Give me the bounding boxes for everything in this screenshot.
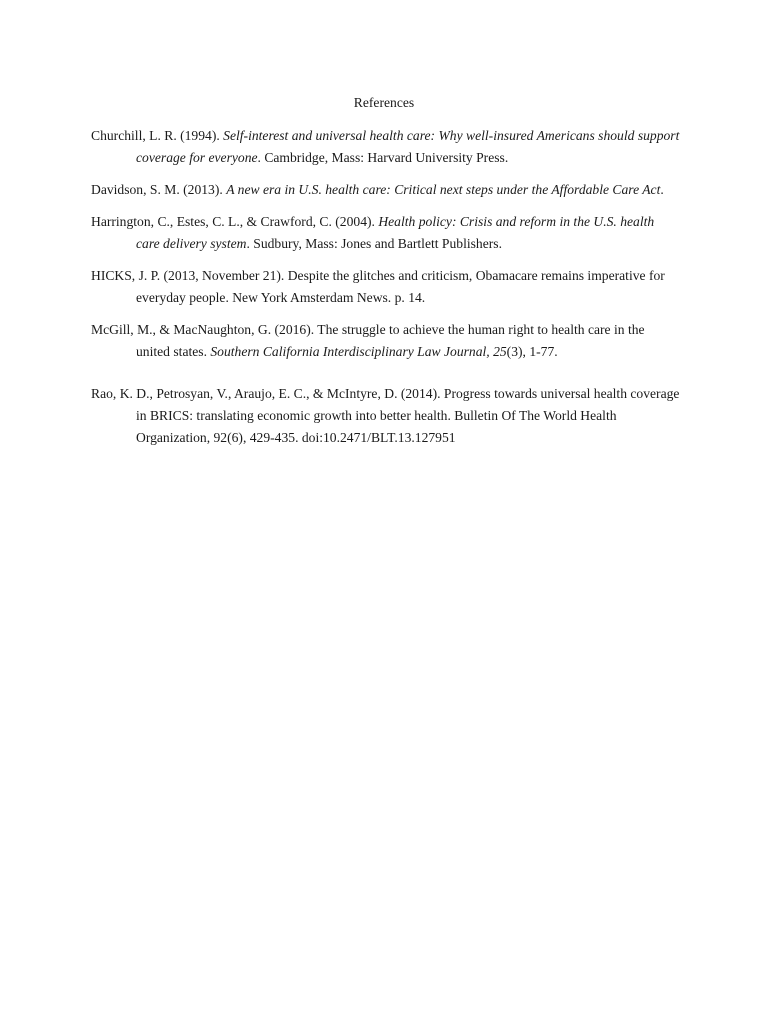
reference-text-tail: . Cambridge, Mass: Harvard University Press. — [257, 150, 509, 165]
reference-entry — [91, 265, 681, 309]
reference-text: HICKS, J. P. (2013, November 21). Despite the glitches and criticism, Obamacare remains imperative for everyday people. New York Amsterdam News. p. 14. — [91, 268, 665, 305]
reference-list — [91, 125, 681, 459]
reference-italic-title: Southern California Interdisciplinary Law Journal, 25 — [210, 344, 507, 359]
reference-text: Churchill, L. R. (1994). — [91, 128, 224, 143]
reference-text-tail: . — [660, 182, 664, 197]
reference-text: Harrington, C., Estes, C. L., & Crawford, C. (2004). — [91, 214, 379, 229]
reference-entry — [91, 383, 681, 449]
reference-entry — [91, 125, 681, 169]
reference-entry — [91, 319, 681, 363]
reference-italic-title: Self-interest and universal health care: Why well-insured Americans should support coverage for everyone — [136, 128, 680, 165]
reference-italic-title: A new era in U.S. health care: Critical next steps under the Affordable Care Act — [226, 182, 661, 197]
page-title: References — [353, 95, 415, 110]
reference-entry — [91, 211, 681, 255]
reference-italic-title: Health policy: Crisis and reform in the U.S. health care delivery system — [136, 214, 655, 251]
reference-text: McGill, M., & MacNaughton, G. (2016). The struggle to achieve the human right to health care in the united states. — [91, 322, 645, 359]
reference-text: Rao, K. D., Petrosyan, V., Araujo, E. C., & McIntyre, D. (2014). Progress towards universal health coverage in BRICS: translating economic growth into better health. Bulletin Of The World Health Organization, 92(6), 429-435. doi:10.2471/BLT.13.127951 — [91, 386, 680, 445]
reference-text-tail: . Sudbury, Mass: Jones and Bartlett Publishers. — [246, 236, 502, 251]
reference-text-tail: (3), 1-77. — [506, 344, 558, 359]
reference-entry — [91, 179, 681, 201]
reference-text: Davidson, S. M. (2013). — [91, 182, 227, 197]
